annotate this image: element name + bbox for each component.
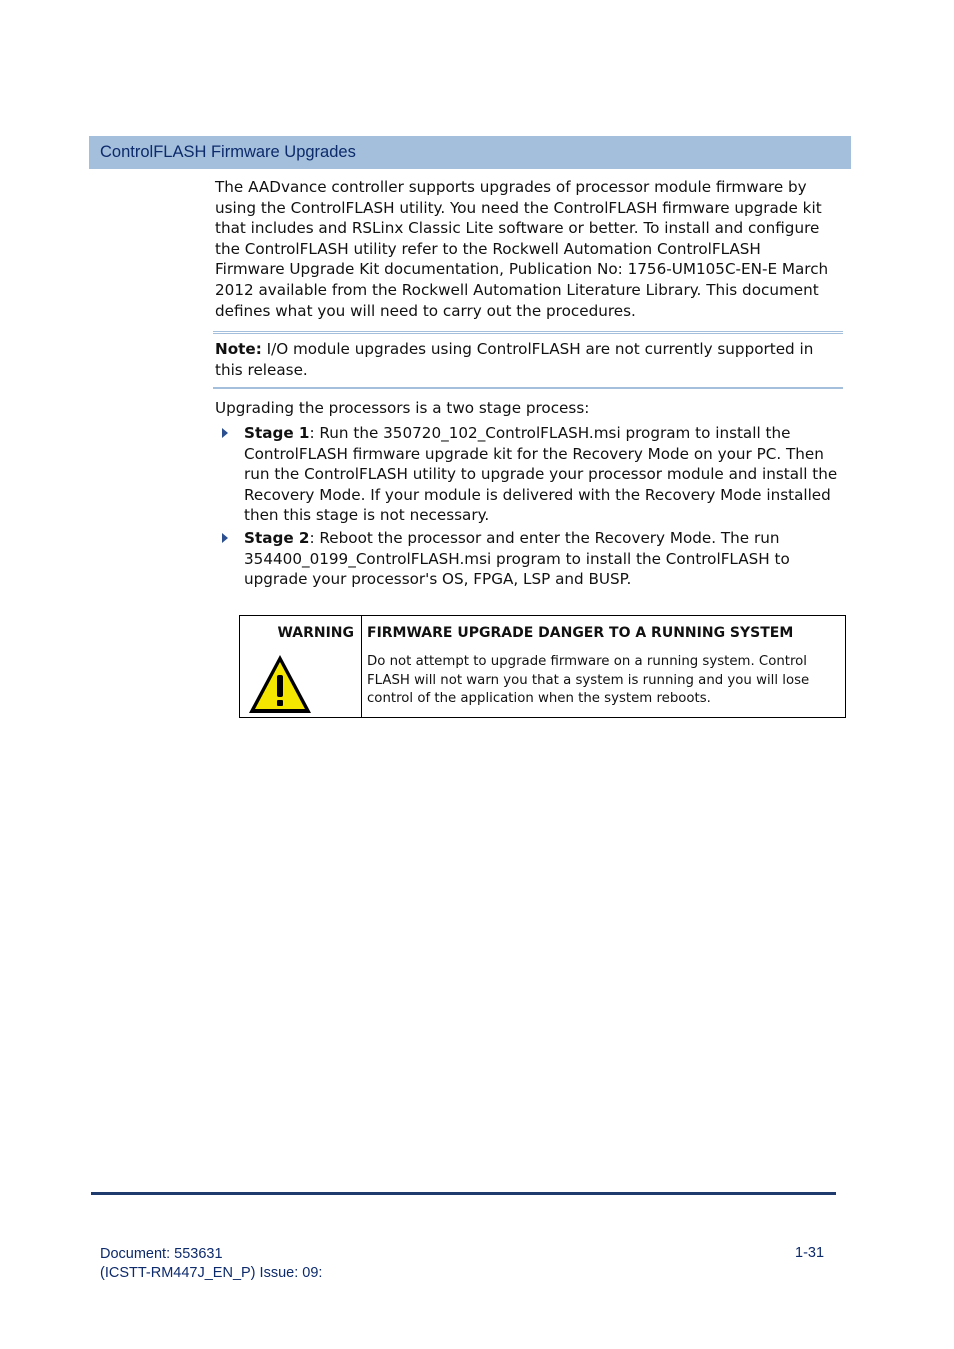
stage-1-text: : Run the 350720_102_ControlFLASH.msi program to install the ControlFLASH firmware upgrade kit for the Recovery Mode on your PC. Then run the ControlFLASH utility to upgrade your processor module and install the Recovery Mode. If your module is delivered with the Recovery Mode installed then this stage is not necessary.: [244, 424, 838, 525]
footer-rule: [91, 1192, 836, 1195]
warning-title: FIRMWARE UPGRADE DANGER TO A RUNNING SYSTEM: [367, 625, 794, 641]
section-title: ControlFLASH Firmware Upgrades: [100, 143, 356, 161]
upgrading-intro: Upgrading the processors is a two stage process:: [215, 399, 590, 417]
stage-1-item: [244, 423, 844, 526]
footer-issue: (ICSTT-RM447J_EN_P) Issue: 09:: [100, 1265, 323, 1281]
stage-1-label: Stage 1: [244, 424, 310, 442]
note-label: Note:: [215, 340, 262, 358]
stage-2-text: : Reboot the processor and enter the Recovery Mode. The run 354400_0199_ControlFLASH.msi program to install the ControlFLASH to upgrade your processor's OS, FPGA, LSP and BUSP.: [244, 529, 790, 589]
note-box: [213, 331, 843, 389]
note-text: I/O module upgrades using ControlFLASH are not currently supported in this release.: [215, 340, 814, 379]
warning-triangle-icon: [247, 653, 313, 715]
page-number: 1-31: [795, 1245, 825, 1261]
bullet-arrow-icon: [222, 533, 228, 543]
warning-text: Do not attempt to upgrade firmware on a running system. Control FLASH will not warn you that a system is running and you will lose control of the application when the system reboots.: [367, 654, 810, 706]
note-paragraph: [215, 339, 835, 380]
warning-label: WARNING: [277, 625, 354, 641]
footer-document: Document: 553631: [100, 1246, 223, 1262]
intro-paragraph: The AADvance controller supports upgrades of processor module firmware by using the ControlFLASH utility. You need the ControlFLASH firmware upgrade kit that includes and RSLinx Classic Lite software or better. To install and configure the ControlFLASH utility refer to the Rockwell Automation ControlFLASH Firmware Upgrade Kit documentation, Publication No: 1756-UM105C-EN-E March 2012 available from the Rockwell Automation Literature Library. This document defines what you will need to carry out the procedures.: [215, 178, 829, 320]
bullet-arrow-icon: [222, 428, 228, 438]
section-header: [89, 136, 851, 169]
stage-2-label: Stage 2: [244, 529, 310, 547]
footer-document-info: [100, 1245, 322, 1283]
stage-2-item: [244, 528, 844, 590]
warning-table: [239, 615, 846, 718]
warning-divider: [361, 616, 362, 717]
